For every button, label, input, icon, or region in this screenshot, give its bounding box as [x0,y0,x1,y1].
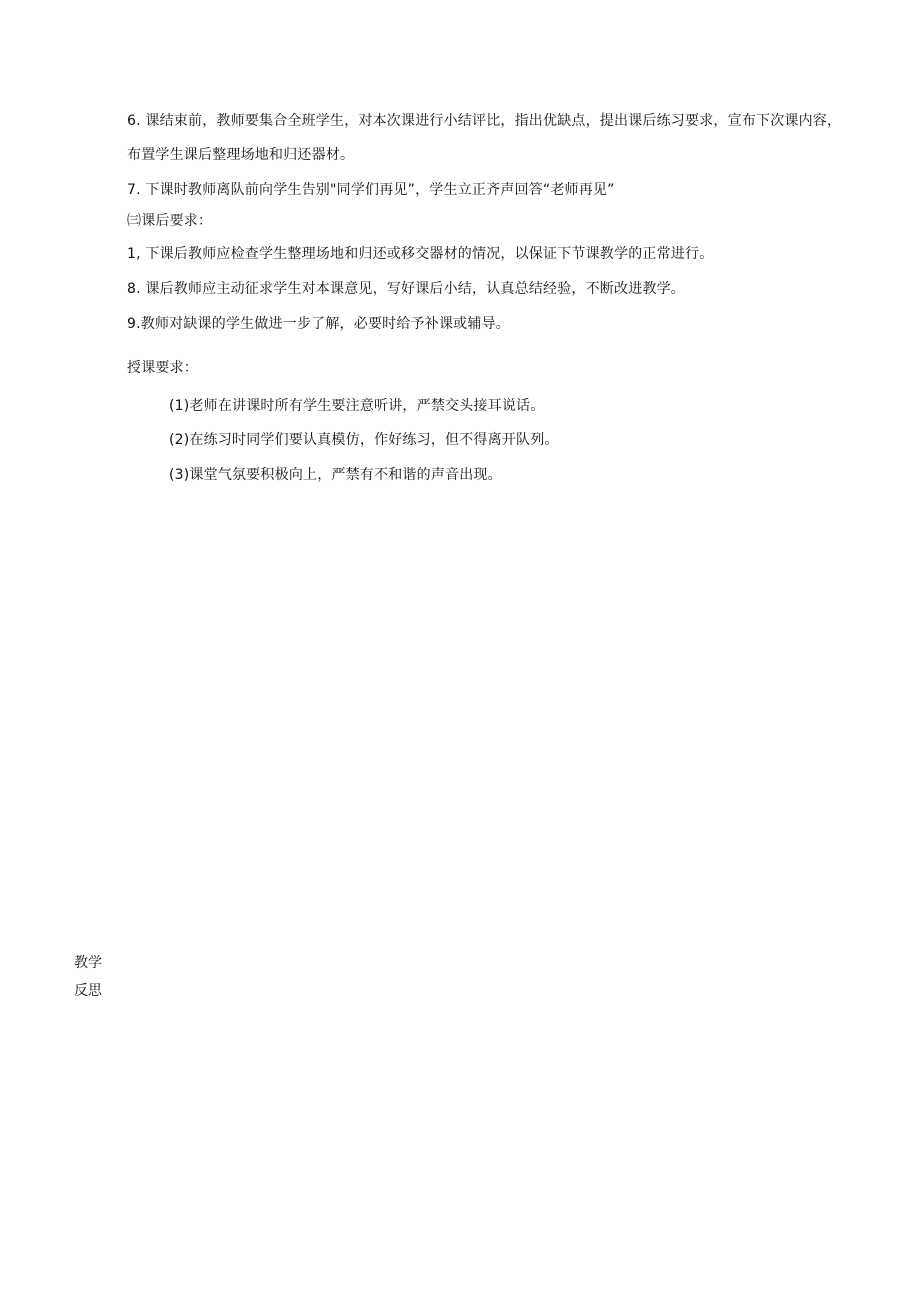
paragraph-9: 9.教师对缺课的学生做进一步了解，必要时给予补课或辅导。 [127,316,510,332]
paragraph-6-line1: 6. 课结束前，教师要集合全班学生，对本次课进行小结评比，指出优缺点，提出课后练习要求，宣布下次课内容， [127,113,842,129]
requirement-item-2: (2)在练习时同学们要认真模仿，作好练习，但不得离开队列。 [169,432,559,448]
requirement-item-1: (1)老师在讲课时所有学生要注意听讲，严禁交头接耳说话。 [169,398,545,414]
paragraph-8: 8. 课后教师应主动征求学生对本课意见，写好课后小结，认真总结经验，不断改进教学。 [127,281,686,297]
section-after-class-heading: ㈢课后要求： [127,213,213,229]
paragraph-1: 1, 下课后教师应检查学生整理场地和归还或移交器材的情况，以保证下节课教学的正常进行。 [127,246,714,262]
reflection-label-line2: 反思 [74,983,102,999]
paragraph-7: 7. 下课时教师离队前向学生告别"同学们再见”，学生立正齐声回答“老师再见” [127,182,615,198]
reflection-label-line1: 教学 [74,955,102,971]
teaching-requirements-heading: 授课要求： [127,360,198,376]
paragraph-6-line2: 布置学生课后整理场地和归还器材。 [127,147,355,163]
requirement-item-3: (3)课堂气氛要积极向上，严禁有不和谐的声音出现。 [169,467,502,483]
